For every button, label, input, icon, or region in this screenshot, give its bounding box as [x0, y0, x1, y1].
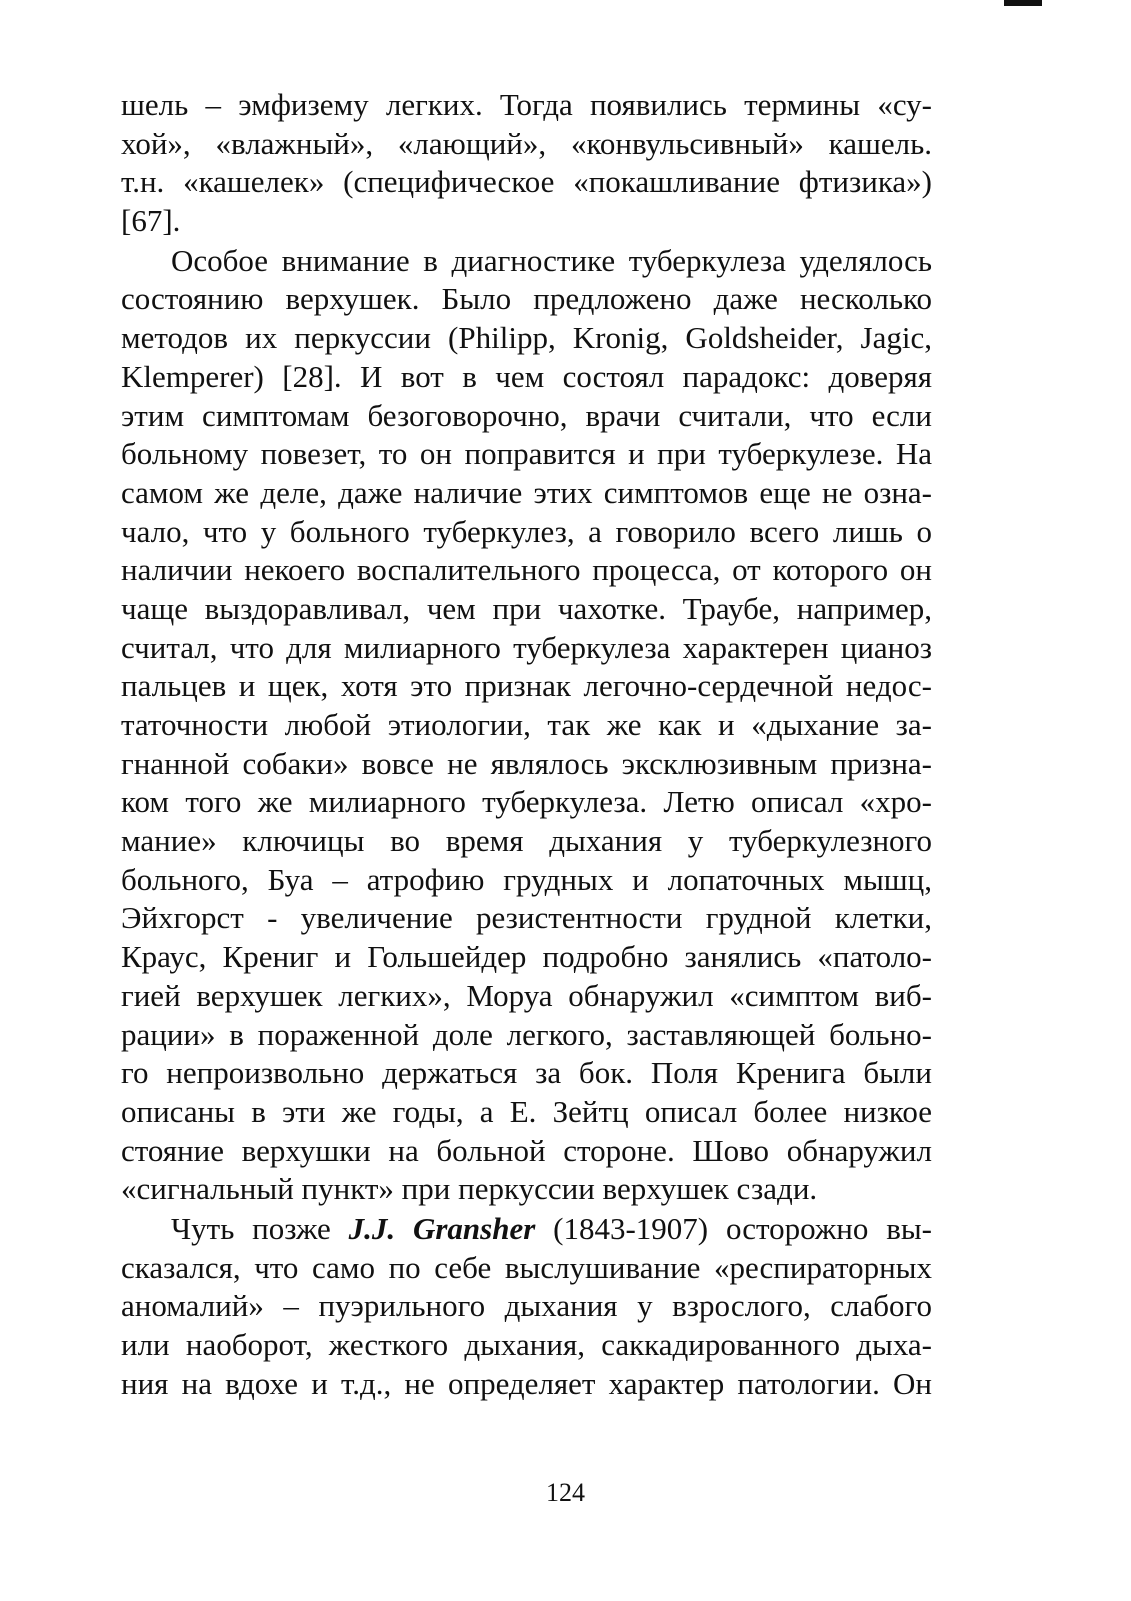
text-line: Klemperer) [28]. И вот в чем состоял парадокс: доверяя [121, 358, 932, 394]
author-name: J.J. Gransher [348, 1210, 536, 1246]
paragraph-3 [121, 1210, 932, 1403]
text-line: Особое внимание в диагностике туберкулеза уделялось [171, 242, 932, 278]
page-text [121, 86, 932, 1403]
text-line: гией верхушек легких», Моруа обнаружил «симптом виб- [121, 977, 932, 1013]
text-line: ком того же милиарного туберкулеза. Летю описал «хро- [121, 784, 932, 820]
text-line: описаны в эти же годы, а Е. Зейтц описал более низкое [121, 1093, 932, 1129]
text-line: ния на вдохе и т.д., не определяет характер патологии. Он [121, 1365, 932, 1401]
text-line: т.н. «кашелек» (специфическое «покашливание фтизика») [121, 164, 932, 200]
text-line: Краус, Крениг и Гольшейдер подробно занялись «патоло- [121, 939, 932, 975]
text-line: наличии некоего воспалительного процесса, от которого он [121, 552, 932, 588]
text-line: таточности любой этиологии, так же как и «дыхание за- [121, 707, 932, 742]
text-line: этим симптомам безоговорочно, врачи считали, что если [121, 397, 932, 433]
text-line: шель – эмфизему легких. Тогда появились термины «су- [121, 87, 932, 122]
text-line: хой», «влажный», «лающий», «конвульсивный» кашель. [121, 125, 932, 161]
text-line: аномалий» – пуэрильного дыхания у взрослого, слабого [121, 1288, 932, 1324]
text-line: самом же деле, даже наличие этих симптомов еще не озна- [121, 474, 932, 510]
text-line: чало, что у больного туберкулез, а говорило всего лишь о [121, 513, 932, 549]
text-line: «сигнальный пункт» при перкуссии верхушек сзади. [121, 1171, 818, 1207]
text-line: стояние верхушки на больной стороне. Шово обнаружил [121, 1132, 932, 1168]
scan-edge-mark [1004, 0, 1042, 6]
text-line: считал, что для милиарного туберкулеза характерен цианоз [121, 629, 932, 665]
text-run: (1843-1907) осторожно вы- [535, 1210, 932, 1246]
paragraph-1 [121, 86, 932, 241]
text-line: состоянию верхушек. Было предложено даже несколько [121, 281, 932, 317]
text-line [121, 1210, 932, 1249]
text-line: мание» ключицы во время дыхания у туберкулезного [121, 823, 932, 859]
text-line: Эйхгорст - увеличение резистентности грудной клетки, [121, 900, 932, 936]
text-line: больного, Буа – атрофию грудных и лопаточных мышц, [121, 861, 932, 897]
text-line: пальцев и щек, хотя это признак легочно-сердечной недос- [121, 668, 932, 704]
text-line: методов их перкуссии (Philipp, Kronig, Goldsheider, Jagic, [121, 320, 932, 356]
text-line: [67]. [121, 203, 181, 239]
text-line: го непроизвольно держаться за бок. Поля Кренига были [121, 1055, 932, 1091]
text-line: или наоборот, жесткого дыхания, саккадированного дыха- [121, 1327, 932, 1362]
page-number: 124 [546, 1478, 585, 1507]
text-line: сказался, что само по себе выслушивание «респираторных [121, 1249, 932, 1285]
text-line: чаще выздоравливал, чем при чахотке. Траубе, например, [121, 590, 932, 626]
text-line: больному повезет, то он поправится и при туберкулезе. На [121, 436, 932, 472]
text-line: гнанной собаки» вовсе не являлось эксклюзивным призна- [121, 745, 932, 781]
paragraph-2 [121, 242, 932, 1209]
text-line: рации» в пораженной доле легкого, заставляющей больно- [121, 1016, 932, 1052]
text-run: Чуть позже [171, 1210, 349, 1246]
